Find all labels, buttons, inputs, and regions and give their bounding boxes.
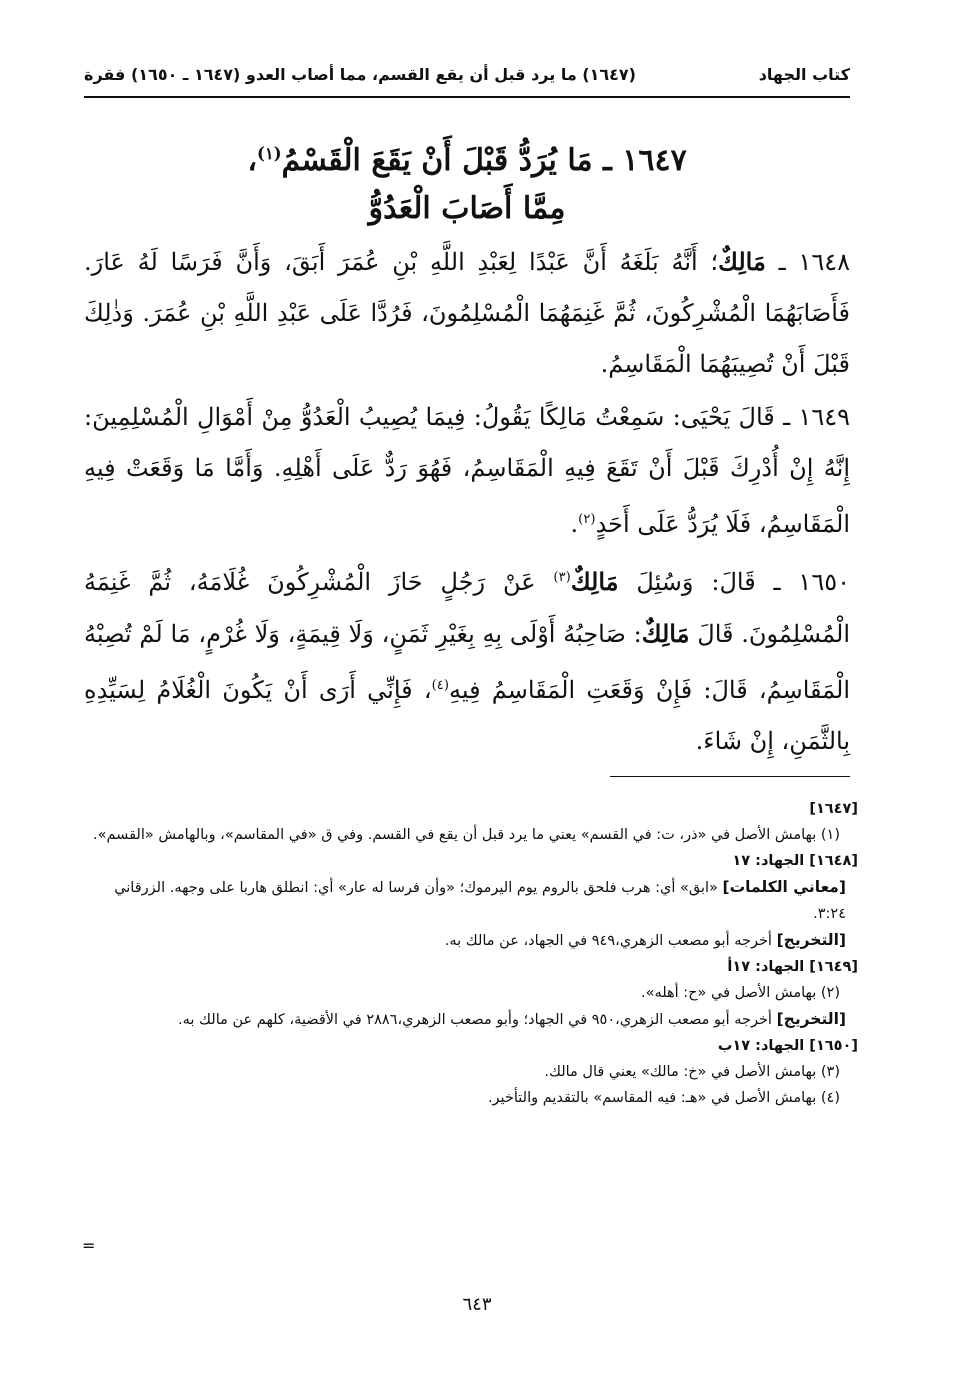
narrator-name: مَالِكٌ	[641, 619, 690, 648]
book-title: كتاب الجهاد	[758, 64, 850, 84]
header-rule	[84, 96, 850, 98]
footnote-1: (١) بهامش الأصل في «ذر، ت: في القسم» يعني ما يرد قبل أن يقع في القسم. وفي ق «في المقاسم»، وبالهامش «القسم».	[93, 827, 840, 843]
footnote-marker: (٣)	[553, 570, 571, 585]
footnote-marker: (٢)	[578, 512, 596, 527]
takhrij-1649: [التخريج] أخرجه أبو مصعب الزهري،٩٥٠ في الجهاد؛ وأبو مصعب الزهري،٢٨٨٦ في الأقضية، كلهم عن مالك به.	[178, 1010, 846, 1028]
takhrij-1648: [التخريج] أخرجه أبو مصعب الزهري،٩٤٩ في الجهاد، عن مالك به.	[444, 931, 846, 949]
footnote-rule	[610, 776, 850, 777]
title-line-2: مِمَّا أَصَابَ الْعَدُوُّ	[368, 191, 566, 226]
footnote-marker: (١)	[257, 144, 282, 163]
continuation-mark: =	[82, 1236, 96, 1255]
word-meanings: [معاني الكلمات] «ابق» أي: هرب فلحق بالروم يوم اليرموك؛ «وأن فرسا له عار» أي: انطلق هاربا على وجهه. الزرقاني ٣:٢٤.	[114, 878, 846, 922]
reference-1647: [١٦٤٧]	[809, 801, 858, 817]
takhrij-label: [التخريج]	[776, 931, 846, 949]
running-header	[84, 58, 850, 90]
paragraph-1648: ١٦٤٨ ـ مَالِكٌ؛ أَنَّهُ بَلَغَهُ أَنَّ عَبْدًا لِعَبْدِ اللَّهِ بْنِ عُمَرَ أَبَقَ، وَأَنَّ فَرَسًا لَهُ عَارَ. فَأَصَابَهُمَا الْمُشْرِكُونَ، ثُمَّ غَنِمَهُمَا الْمُسْلِمُونَ، فَرُدَّا عَلَى عَبْدِ اللَّهِ بْنِ عُمَرَ. وَذٰلِكَ قَبْلَ أَنْ تُصِيبَهُمَا الْمَقَاسِمُ.	[84, 247, 851, 378]
reference-1648: [١٦٤٨] الجهاد: ١٧	[732, 853, 858, 869]
takhrij-label: [التخريج]	[776, 1010, 846, 1028]
title-line-1: ١٦٤٧ ـ مَا يُرَدُّ قَبْلَ أَنْ يَقَعَ الْقَسْمُ$^{(١)}$،	[247, 143, 687, 178]
narrator-name: مَالِكٌ	[570, 567, 619, 596]
footnote-2: (٢) بهامش الأصل في «ح: أهله».	[640, 985, 840, 1001]
main-text	[84, 236, 850, 769]
footnote-3: (٣) بهامش الأصل في «خ: مالك» يعني قال مالك.	[544, 1064, 840, 1080]
reference-1650: [١٦٥٠] الجهاد: ١٧ب	[717, 1038, 858, 1054]
paragraph-1649: ١٦٤٩ ـ قَالَ يَحْيَى: سَمِعْتُ مَالِكًا يَقُولُ: فِيمَا يُصِيبُ الْعَدُوُّ مِنْ أَمْوَالِ الْمُسْلِمِينَ: إِنَّهُ إِنْ أُدْرِكَ قَبْلَ أَنْ تَقَعَ فِيهِ الْمَقَاسِمُ، فَهُوَ رَدٌّ عَلَى أَهْلِهِ. وَأَمَّا مَا وَقَعَتْ فِيهِ الْمَقَاسِمُ، فَلَا يُرَدُّ عَلَى أَحَدٍ$^{(٢)}$.	[84, 403, 851, 538]
meanings-label: [معاني الكلمات]	[722, 878, 846, 896]
paragraph-1650: ١٦٥٠ ـ قَالَ: وَسُئِلَ مَالِكٌ$^{(٣)}$ عَنْ رَجُلٍ حَازَ الْمُشْرِكُونَ غُلَامَهُ، ثُمَّ غَنِمَهُ الْمُسْلِمُونَ. قَالَ مَالِكٌ: صَاحِبُهُ أَوْلَى بِهِ بِغَيْرِ ثَمَنٍ، وَلَا قِيمَةٍ، وَلَا غُرْمٍ، مَا لَمْ تُصِبْهُ الْمَقَاسِمُ، قَالَ: فَإِنْ وَقَعَتِ الْمَقَاسِمُ فِيهِ$^{(٤)}$، فَإِنِّي أَرَى أَنْ يَكُونَ الْغُلَامُ لِسَيِّدِهِ بِالثَّمَنِ، إِنْ شَاءَ.	[84, 567, 851, 755]
page-number: ٦٤٣	[462, 1294, 492, 1315]
reference-1649: [١٦٤٩] الجهاد: ١٧أ	[727, 959, 858, 975]
chapter-title	[140, 130, 794, 233]
narrator-name: مَالِكٌ	[718, 247, 766, 276]
footnote-4: (٤) بهامش الأصل في «هـ: فيه المقاسم» بالتقديم والتأخير.	[487, 1090, 840, 1106]
footnotes	[84, 796, 858, 1111]
footnote-marker: (٤)	[431, 678, 449, 693]
chapter-heading: (١٦٤٧) ما يرد قبل أن يقع القسم، مما أصاب العدو (١٦٤٧ ـ ١٦٥٠) فقرة	[84, 64, 636, 84]
